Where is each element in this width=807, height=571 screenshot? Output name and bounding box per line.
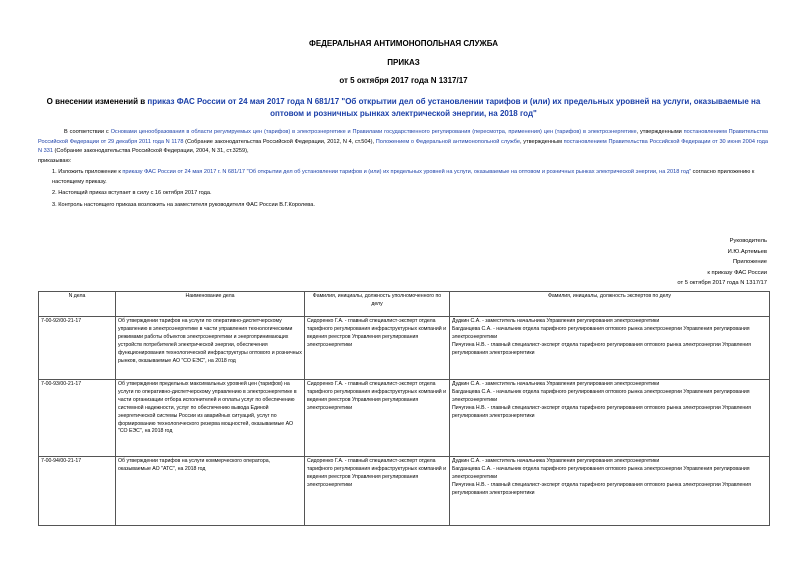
intro-link-fas-regulation[interactable]: Положением о Федеральной антимонопольной службе <box>375 138 520 145</box>
case-name: Об утверждении предельных максимальных уровней цен (тарифов) на услуги по оперативно-диспетчерскому управлению в электроэнергетике в части организации отбора исполнителей и оплаты услуг по обеспечению системной надежности, услуг по обеспечению вывода Единой энергетической системы России из аварийных ситуаций, услуг по формированию технологического резерва мощностей, оказываемые АО "СО ЕЭС", на 2018 год <box>116 380 305 457</box>
item-1-link[interactable]: приказу ФАС России от 24 мая 2017 г. N 681/17 "Об открытии дел об установлении тарифов и (или) их предельных уровней на услуги, оказываемые на оптовом и розничных рынках электрической энергии, на 2018 год" <box>122 169 692 175</box>
order-items <box>38 168 768 210</box>
appendix-date: от 5 октября 2017 года N 1317/17 <box>677 280 767 286</box>
signature-block <box>677 236 767 289</box>
column-header-case-name: Наименование дела <box>116 292 305 317</box>
order-title <box>40 96 767 120</box>
item-1-text-b: согласно приложению к настоящему приказу. <box>52 169 755 185</box>
order-item-1 <box>38 168 768 187</box>
order-item-3: 3. Контроль настоящего приказа возложить на заместителя руководителя ФАС России В.Г.Королева. <box>52 201 315 208</box>
intro-text-4: , утвержденным <box>520 138 564 145</box>
signatory-role: Руководитель <box>729 238 767 244</box>
expert-entry: Пичугина Н.В. - главный специалист-эксперт отдела тарифного регулирования оптового рынка электроэнергии Управления регулирования электроэнергетики <box>452 404 751 419</box>
column-header-experts: Фамилия, инициалы, должность экспертов по делу <box>450 292 770 317</box>
expert-entry: Багданцева С.А. - начальник отдела тарифного регулирования оптового рынка электроэнергии Управления регулирования электроэнергетики <box>452 325 750 340</box>
appendix-label: Приложение <box>732 259 767 265</box>
expert-entry: Багданцева С.А. - начальник отдела тарифного регулирования оптового рынка электроэнергии Управления регулирования электроэнергетики <box>452 465 750 480</box>
case-experts <box>450 317 770 380</box>
column-header-case-no: N дела <box>39 292 116 317</box>
intro-paragraph <box>38 128 768 166</box>
case-number: 7-00-92/00-21-17 <box>39 317 116 380</box>
case-number: 7-00-94/00-21-17 <box>39 457 116 526</box>
table-row <box>39 380 770 457</box>
intro-link-decree-331[interactable]: постановлением Правительства Российской Федерации от 30 июня 2004 года N 331 <box>38 138 768 155</box>
table-header-row <box>39 292 770 317</box>
column-header-official: Фамилия, инициалы, должность уполномоченного по делу <box>305 292 450 317</box>
document-type: ПРИКАЗ <box>387 58 420 67</box>
cases-table <box>38 291 770 526</box>
title-link[interactable]: приказ ФАС России от 24 мая 2017 года N 681/17 "Об открытии дел об установлении тарифов и (или) их предельных уровней на услуги, оказываемые на оптовом и розничных рынках электрической энергии, на 2018 год" <box>147 97 761 118</box>
title-prefix: О внесении изменений в <box>46 97 148 106</box>
expert-entry: Пичугина Н.В. - главный специалист-эксперт отдела тарифного регулирования оптового рынка электроэнергии Управления регулирования электроэнергетики <box>452 341 751 356</box>
signatory-name: И.Ю.Артемьев <box>727 248 767 255</box>
intro-text-2: , утвержденными <box>636 129 684 135</box>
table-row <box>39 317 770 380</box>
expert-entry: Пичугина Н.В. - главный специалист-эксперт отдела тарифного регулирования оптового рынка электроэнергии Управления регулирования электроэнергетики <box>452 481 751 496</box>
case-experts <box>450 380 770 457</box>
item-1-text-a: 1. Изложить приложение к <box>52 169 123 175</box>
expert-entry: Дудкин С.А. - заместитель начальника Управления регулирования электроэнергетики <box>452 318 660 324</box>
intro-link-decree-1178[interactable]: постановлением Правительства Российской Федерации от 29 декабря 2011 года N 1178 <box>38 129 768 145</box>
order-item-2: 2. Настоящий приказ вступает в силу с 16 октября 2017 года. <box>52 190 212 197</box>
intro-text-1: В соответствии с <box>64 129 111 135</box>
case-official: Сидоренко Г.А. - главный специалист-эксперт отдела тарифного регулирования инфраструктурных компаний и ведения реестров Управления регулирования электроэнергетики <box>305 380 450 457</box>
intro-order-word: приказываю: <box>38 157 72 164</box>
table-row <box>39 457 770 526</box>
case-name: Об утверждении тарифов на услуги по оперативно-диспетчерскому управлению в электроэнергетике в части управления технологическими режимами работы объектов электроэнергетики и энергопринимающих устройств потребителей электрической энергии, обеспечения функционирования технологической инфраструктуры оптового и розничных рынков, оказываемые АО "СО ЕЭС", на 2018 год <box>116 317 305 380</box>
order-date: от 5 октября 2017 года N 1317/17 <box>339 76 468 85</box>
case-official: Сидоренко Г.А. - главный специалист-эксперт отдела тарифного регулирования инфраструктурных компаний и ведения реестров Управления регулирования электроэнергетики <box>305 317 450 380</box>
intro-text-5: (Собрание законодательства Российской Федерации, 2004, N 31, ст.3259), <box>52 148 249 155</box>
appendix-reference: к приказу ФАС России <box>707 269 767 276</box>
expert-entry: Багданцева С.А. - начальник отдела тарифного регулирования оптового рынка электроэнергии Управления регулирования электроэнергетики <box>452 388 750 403</box>
case-name: Об утверждении тарифов на услуги коммерческого оператора, оказываемые АО "АТС", на 2018 год <box>116 457 305 526</box>
case-experts <box>450 457 770 526</box>
case-official: Сидоренко Г.А. - главный специалист-эксперт отдела тарифного регулирования инфраструктурных компаний и ведения реестров Управления регулирования электроэнергетики <box>305 457 450 526</box>
intro-text-3: (Собрание законодательства Российской Федерации, 2012, N 4, ст.504), <box>183 138 376 145</box>
intro-link-pricing-basics[interactable]: Основами ценообразования в области регулируемых цен (тарифов) в электроэнергетике и Правилами государственного регулирования (пересмотра, применения) цен (тарифов) в электроэнергетике <box>110 129 637 135</box>
expert-entry: Дудкин С.А. - заместитель начальника Управления регулирования электроэнергетики <box>452 381 660 387</box>
agency-name: ФЕДЕРАЛЬНАЯ АНТИМОНОПОЛЬНАЯ СЛУЖБА <box>309 39 498 48</box>
case-number: 7-00-93/00-21-17 <box>39 380 116 457</box>
expert-entry: Дудкин С.А. - заместитель начальника Управления регулирования электроэнергетики <box>452 458 660 464</box>
